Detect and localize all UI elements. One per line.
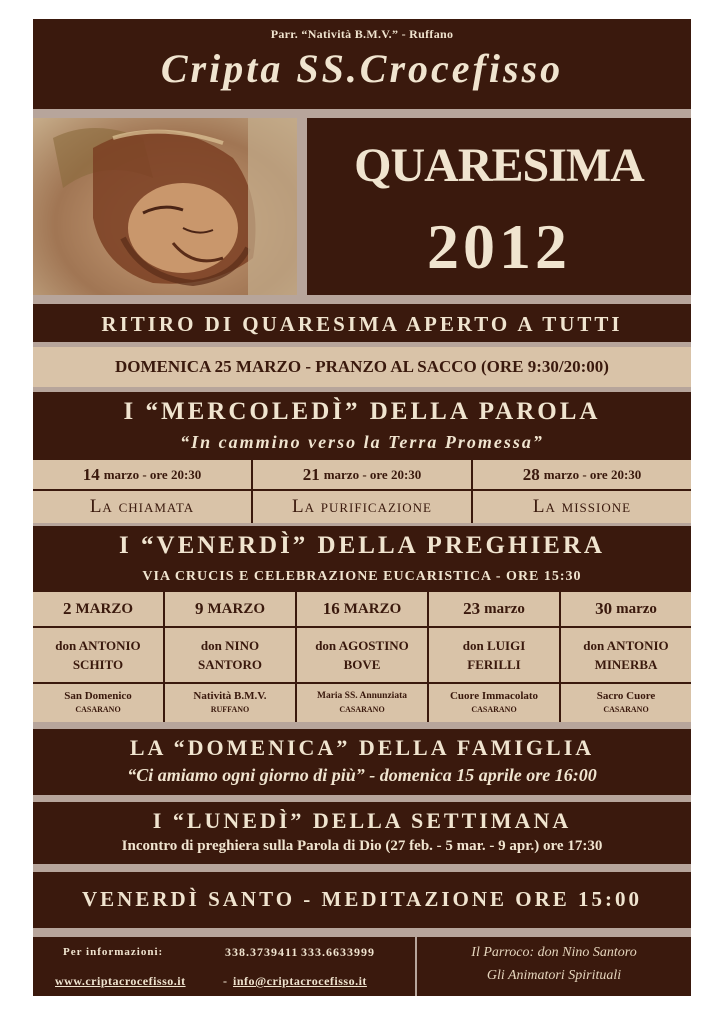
church-name: Cuore Immacolato xyxy=(449,690,539,702)
fri-place-cell xyxy=(561,684,691,722)
church-name: Maria SS. Annunziata xyxy=(316,691,407,701)
fri-date-month: MARZO xyxy=(75,600,133,617)
wed-date-day: 21 xyxy=(302,464,320,484)
church-name: San Domenico xyxy=(64,690,132,702)
fri-date-month: MARZO xyxy=(207,600,265,617)
wed-date-cell xyxy=(33,460,251,489)
fri-date-day: 30 xyxy=(595,599,613,618)
fri-date-cell xyxy=(165,592,295,626)
wednesdays-grid xyxy=(33,460,691,523)
quaresima-word: QUARESIMA xyxy=(354,139,644,192)
wed-topic-cell: La purificazione xyxy=(253,491,471,523)
retreat-detail: DOMENICA 25 MARZO - PRANZO AL SACCO (ORE 9:30/20:00) xyxy=(115,357,609,376)
town-name: CASARANO xyxy=(339,705,385,714)
fri-date-cell xyxy=(561,592,691,626)
town-name: CASARANO xyxy=(471,705,517,714)
wed-date-cell xyxy=(253,460,471,489)
fri-priest-cell xyxy=(429,628,559,682)
fri-date-day: 9 xyxy=(195,599,204,618)
sundays-box xyxy=(33,729,691,795)
email-link[interactable]: info@criptacrocefisso.it xyxy=(233,974,367,988)
priest-name-line2: SANTORO xyxy=(197,657,263,672)
wed-date-rest: marzo - ore 20:30 xyxy=(543,466,642,482)
mondays-title: I “LUNEDÌ” DELLA SETTIMANA xyxy=(152,808,572,833)
fridays-subtitle: VIA CRUCIS E CELEBRAZIONE EUCARISTICA - ORE 15:30 xyxy=(142,569,582,584)
fridays-box xyxy=(33,526,691,592)
wed-date-day: 28 xyxy=(522,464,540,484)
church-name: Natività B.M.V. xyxy=(193,690,267,702)
crucifix-fresco-image xyxy=(33,118,297,295)
fri-date-day: 23 xyxy=(463,599,481,618)
sundays-subtitle: “Ci amiamo ogni giorno di più” - domenica 15 aprile ore 16:00 xyxy=(127,765,597,785)
header xyxy=(33,19,691,109)
priest-name-line2: SCHITO xyxy=(72,657,124,672)
fri-place-cell xyxy=(33,684,163,722)
fri-date-month: marzo xyxy=(484,600,525,617)
wednesdays-box xyxy=(33,392,691,460)
wednesdays-title: I “MERCOLEDÌ” DELLA PAROLA xyxy=(123,398,601,425)
contact-box xyxy=(33,937,415,996)
priest-name-line1: don LUIGI xyxy=(462,638,526,653)
fri-date-month: marzo xyxy=(616,600,657,617)
good-friday-text: VENERDÌ SANTO - MEDITAZIONE ORE 15:00 xyxy=(81,887,643,911)
signature-box xyxy=(417,937,691,996)
wed-date-cell xyxy=(473,460,691,489)
fri-date-month: MARZO xyxy=(343,600,402,617)
good-friday-box xyxy=(33,872,691,928)
retreat-title-box xyxy=(33,304,691,342)
fri-date-day: 2 xyxy=(63,599,72,618)
fri-priest-cell xyxy=(297,628,427,682)
church-name: Sacro Cuore xyxy=(596,690,656,702)
phone-2[interactable]: 333.6633999 xyxy=(301,945,375,959)
parish-priest-signature: Il Parroco: don Nino Santoro xyxy=(471,945,637,960)
priest-name-line2: MINERBA xyxy=(594,657,658,672)
fri-place-cell xyxy=(165,684,295,722)
fri-date-cell xyxy=(297,592,427,626)
wednesdays-subtitle: “In cammino verso la Terra Promessa” xyxy=(180,432,544,452)
quaresima-title-box xyxy=(307,118,691,295)
year-number: 2012 xyxy=(427,211,571,282)
priest-name-line1: don ANTONIO xyxy=(583,638,669,653)
fresco-illustration xyxy=(33,118,297,295)
priest-name-line1: don NINO xyxy=(200,638,260,653)
priest-name-line2: BOVE xyxy=(343,657,381,672)
retreat-title: RITIRO DI QUARESIMA APERTO A TUTTI xyxy=(101,312,623,336)
phone-1[interactable]: 338.3739411 xyxy=(225,945,299,959)
sundays-title: LA “DOMENICA” DELLA FAMIGLIA xyxy=(129,735,595,760)
mondays-subtitle: Incontro di preghiera sulla Parola di Dio (27 feb. - 5 mar. - 9 apr.) ore 17:30 xyxy=(121,838,603,854)
poster xyxy=(33,19,691,996)
town-name: RUFFANO xyxy=(210,705,250,714)
priest-name-line1: don AGOSTINO xyxy=(315,638,409,653)
town-name: CASARANO xyxy=(75,705,121,714)
fri-priest-cell xyxy=(33,628,163,682)
animators-signature: Gli Animatori Spirituali xyxy=(486,968,622,983)
fri-date-cell xyxy=(33,592,163,626)
page-title: Cripta SS.Crocefisso xyxy=(160,46,564,91)
fri-place-cell xyxy=(429,684,559,722)
priest-name-line1: don ANTONIO xyxy=(55,638,141,653)
fri-priest-cell xyxy=(561,628,691,682)
fridays-grid xyxy=(33,592,691,722)
parish-name: Parr. “Natività B.M.V.” - Ruffano xyxy=(270,27,454,41)
fri-priest-cell xyxy=(165,628,295,682)
info-label: Per informazioni: xyxy=(63,946,164,958)
wed-topic-cell: La missione xyxy=(473,491,691,523)
fridays-title: I “VENERDÌ” DELLA PREGHIERA xyxy=(119,532,605,559)
priest-name-line2: FERILLI xyxy=(467,657,521,672)
wed-date-day: 14 xyxy=(82,464,100,484)
mondays-box xyxy=(33,802,691,864)
wed-topic-cell: La chiamata xyxy=(33,491,251,523)
fri-date-day: 16 xyxy=(322,599,340,618)
wed-date-rest: marzo - ore 20:30 xyxy=(103,466,202,482)
website-link[interactable]: www.criptacrocefisso.it xyxy=(55,974,186,988)
retreat-detail-bar xyxy=(33,347,691,387)
town-name: CASARANO xyxy=(603,705,649,714)
fri-date-cell xyxy=(429,592,559,626)
wed-date-rest: marzo - ore 20:30 xyxy=(323,466,422,482)
fri-place-cell xyxy=(297,684,427,722)
link-separator: - xyxy=(223,974,227,988)
